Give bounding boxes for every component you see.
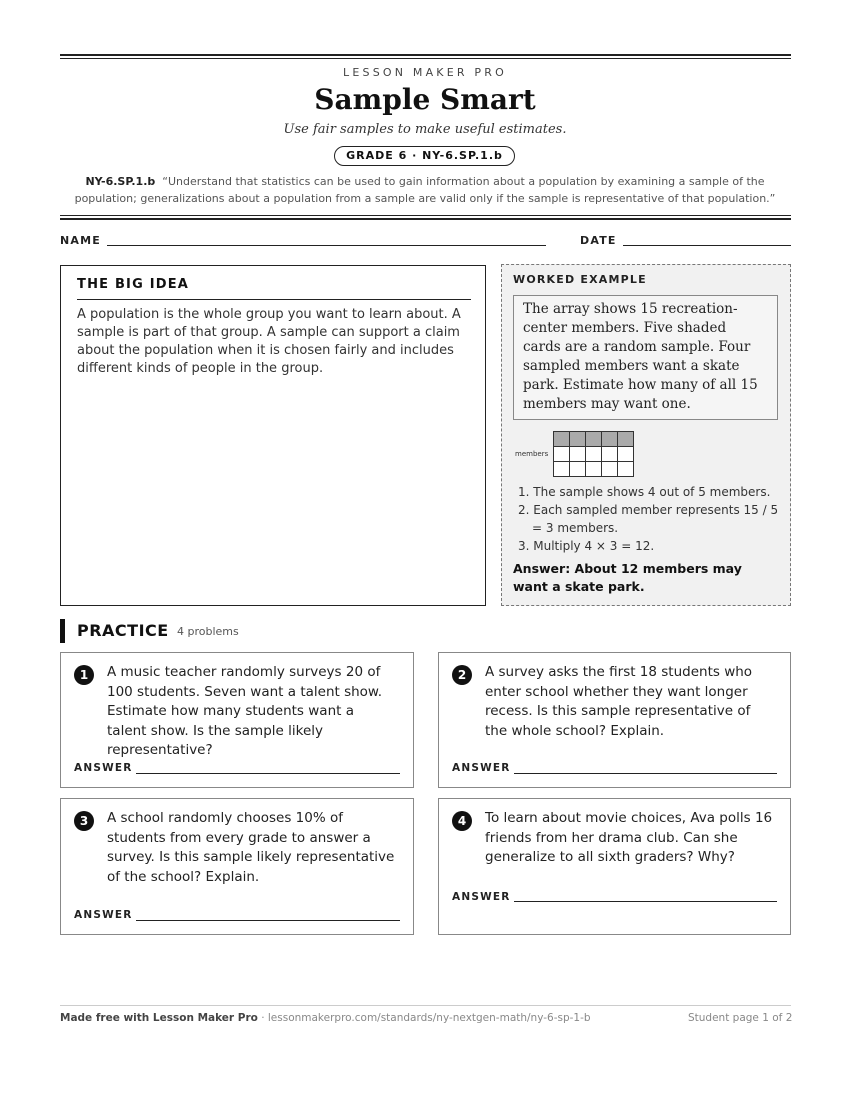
- big-idea-heading: THE BIG IDEA: [77, 277, 190, 292]
- worked-example-steps: [518, 483, 783, 555]
- answer-label: ANSWER: [74, 909, 133, 921]
- worked-example-heading: WORKED EXAMPLE: [513, 273, 647, 286]
- sample-card-shaded: [570, 432, 586, 447]
- array-label: members: [515, 450, 549, 458]
- name-label: NAME: [60, 234, 101, 247]
- worked-example-answer: Answer: About 12 members may want a skate park.: [513, 561, 742, 594]
- footer-rule: [60, 1005, 791, 1006]
- step-3: 3. Multiply 4 × 3 = 12.: [518, 539, 655, 553]
- page-subtitle: Use fair samples to make useful estimates.: [283, 122, 567, 137]
- footer-credit: [60, 1012, 591, 1024]
- header-bottom-rule-thick: [60, 218, 791, 220]
- footer-page-number: Student page 1 of 2: [688, 1012, 793, 1024]
- standard-text: “Understand that statistics can be used to gain information about a population by examining a sample of the population; generalizations about a population from a sample are valid only if the sample is representative of that population.”: [74, 175, 776, 205]
- top-rule-thick: [60, 54, 791, 56]
- top-rule-thin: [60, 58, 791, 59]
- sample-card-shaded: [586, 432, 602, 447]
- answer-field[interactable]: [136, 920, 400, 921]
- practice-card-4: [438, 798, 791, 935]
- problem-text: A school randomly chooses 10% of students from every grade to answer a survey. Is this sample likely representative of the school? Explain.: [107, 810, 395, 885]
- practice-card-2: [438, 652, 791, 788]
- problem-number-badge: 3: [74, 811, 94, 831]
- member-card: [554, 447, 570, 462]
- problem-number-badge: 1: [74, 665, 94, 685]
- footer-made-with: Made free with Lesson Maker Pro: [60, 1012, 258, 1024]
- standard-code: NY-6.SP.1.b: [85, 175, 156, 188]
- big-idea-text: A population is the whole group you want to learn about. A sample is part of that group. A sample can support a claim about the population when it is chosen fairly and includes different kinds of people in the group.: [77, 307, 461, 376]
- standard-statement: [62, 173, 788, 207]
- big-idea-divider: [77, 299, 471, 300]
- member-card: [602, 447, 618, 462]
- footer-url[interactable]: · lessonmakerpro.com/standards/ny-nextgen-math/ny-6-sp-1-b: [257, 1012, 591, 1024]
- step-1: 1. The sample shows 4 out of 5 members.: [518, 485, 771, 499]
- member-card: [618, 462, 634, 477]
- date-label: DATE: [580, 234, 617, 247]
- answer-field[interactable]: [514, 773, 777, 774]
- practice-count: 4 problems: [177, 625, 239, 638]
- sample-array-diagram: [552, 430, 635, 480]
- member-card: [570, 447, 586, 462]
- practice-card-3: [60, 798, 414, 935]
- big-idea-box: [60, 265, 486, 606]
- problem-text: To learn about movie choices, Ava polls 16 friends from her drama club. Can she generalize to all sixth graders? Why?: [485, 810, 773, 865]
- member-card: [602, 462, 618, 477]
- answer-label: ANSWER: [452, 891, 511, 903]
- worked-example-problem: The array shows 15 recreation-center members. Five shaded cards are a random sample. Four sampled members want a skate park. Estimate how many of all 15 members may want one.: [513, 295, 778, 420]
- practice-card-1: [60, 652, 414, 788]
- problem-text: A survey asks the first 18 students who enter school whether they want longer recess. Is this sample representative of the whole school? Explain.: [485, 664, 753, 739]
- date-field[interactable]: [623, 245, 791, 246]
- name-field[interactable]: [107, 245, 546, 246]
- problem-number-badge: 4: [452, 811, 472, 831]
- problem-text: A music teacher randomly surveys 20 of 100 students. Seven want a talent show. Estimate how many students want a talent show. Is the sample likely representative?: [107, 664, 383, 758]
- sample-card-shaded: [602, 432, 618, 447]
- member-card: [554, 462, 570, 477]
- problem-number-badge: 2: [452, 665, 472, 685]
- page-title: Sample Smart: [314, 83, 536, 116]
- step-2: 2. Each sampled member represents 15 / 5 = 3 members.: [518, 503, 779, 535]
- brand-name: LESSON MAKER PRO: [343, 66, 507, 79]
- practice-heading: PRACTICE: [77, 621, 169, 640]
- answer-label: ANSWER: [452, 762, 511, 774]
- member-card: [586, 462, 602, 477]
- member-card: [586, 447, 602, 462]
- answer-label: ANSWER: [74, 762, 133, 774]
- sample-card-shaded: [618, 432, 634, 447]
- worked-example-box: [501, 264, 791, 606]
- grade-badge: GRADE 6 · NY-6.SP.1.b: [334, 146, 515, 166]
- answer-field[interactable]: [514, 901, 777, 902]
- header-bottom-rule-thin: [60, 215, 791, 216]
- answer-field[interactable]: [136, 773, 400, 774]
- member-card: [570, 462, 586, 477]
- sample-card-shaded: [554, 432, 570, 447]
- practice-accent-bar: [60, 619, 65, 643]
- member-card: [618, 447, 634, 462]
